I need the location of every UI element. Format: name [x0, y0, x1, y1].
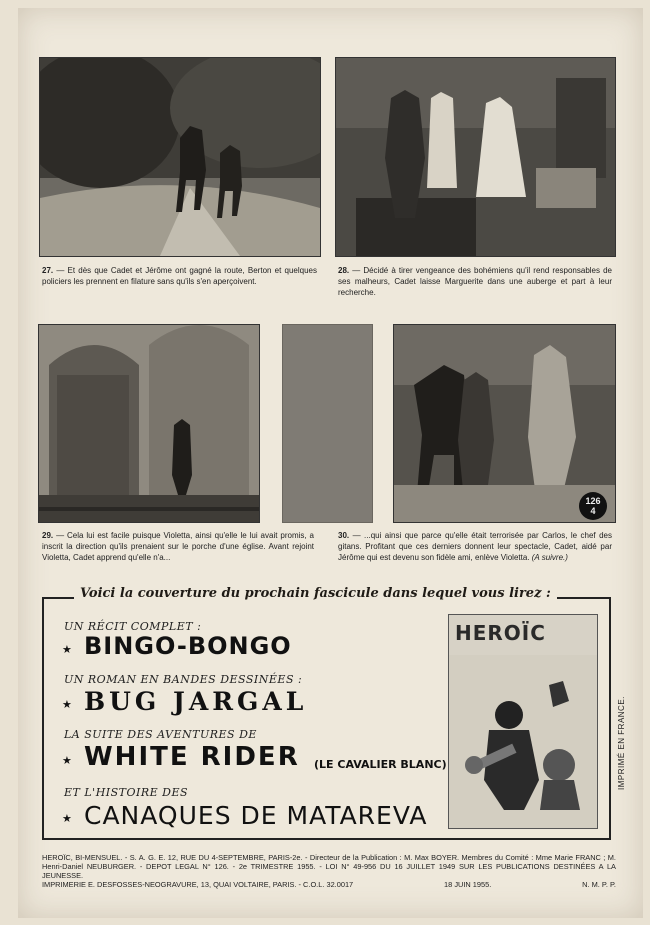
footer-printer: IMPRIMERIE E. DESFOSSES-NEOGRAVURE, 13, QUAI VOLTAIRE, PARIS. - C.O.L. 32.0017 — [42, 880, 354, 889]
panel-30-photo — [393, 324, 616, 523]
next-cover-image — [448, 614, 598, 829]
panel-text: — Cela lui est facile puisque Violetta, ainsi qu'elle le lui avait promis, a inscrit la direction qu'ils prenaient sur le porche d'une église. Avant rejoint Violetta, Cadet apprend qu'elle n'a... — [42, 531, 314, 562]
panel-number: 30. — [338, 531, 350, 540]
panel-27-photo — [39, 57, 321, 257]
panel-28-caption — [338, 265, 612, 298]
footer-legal-line: HEROÏC, BI-MENSUEL. - S. A. G. E. 12, RUE DU 4-SEPTEMBRE, PARIS-2e. - Directeur de la Publication : M. Max BOYER. Membres du Comité : Mme Marie FRANC ; M. Henri-Daniel NEUBURGER. - DEPOT LEGAL N° 126. - 2e TRIMESTRE 1955. - LOI N° 49-956 DU 16 JUILLET 1949 SUR LES PUBLICATIONS DESTINÉES A LA JEUNESSE. — [42, 853, 616, 880]
badge-number: 126 — [585, 496, 601, 506]
panel-number: 28. — [338, 266, 350, 275]
panel-number: 29. — [42, 531, 54, 540]
panel-text: — Et dès que Cadet et Jérôme ont gagné la route, Berton et quelques policiers les prennent en filature sans qu'ils s'en aperçoivent. — [42, 266, 317, 286]
title-bingo-bongo: BINGO-BONGO — [84, 632, 292, 660]
star-bullet-icon: ★ — [62, 699, 72, 711]
cover-illustration — [449, 615, 597, 828]
title-canaques: CANAQUES DE MATAREVA — [84, 801, 428, 830]
intro-comic-novel: UN ROMAN EN BANDES DESSINÉES : — [64, 673, 303, 686]
star-bullet-icon: ★ — [62, 644, 72, 656]
issue-badge — [579, 492, 607, 520]
panel-30-caption — [338, 530, 612, 563]
intro-canaques: ET L'HISTOIRE DES — [64, 786, 189, 799]
printed-in-france: IMPRIMÉ EN FRANCE. — [617, 696, 626, 790]
panel-28-photo — [335, 57, 616, 257]
title-white-rider-subtitle: (LE CAVALIER BLANC) — [314, 758, 447, 771]
badge-page: 4 — [590, 506, 596, 516]
title-bug-jargal: BUG JARGAL — [84, 687, 308, 716]
blank-grey-panel — [282, 324, 373, 523]
publication-footer — [42, 853, 616, 889]
cover-logo: HEROÏC — [455, 621, 546, 645]
panel-29-caption — [42, 530, 314, 563]
panel-text: — Décidé à tirer vengeance des bohémiens qu'il rend responsables de ses malheurs, Cadet laisse Marguerite dans une auberge et part à leur recherche. — [338, 266, 612, 297]
intro-white-rider: LA SUITE DES AVENTURES DE — [64, 728, 257, 741]
intro-complete-story: UN RÉCIT COMPLET : — [64, 620, 202, 633]
panel-text: — ...qui ainsi que parce qu'elle était terrorisée par Carlos, le chef des gitans. Profitant que ces derniers donnent leur spectacle, Cadet, aidé par Jérôme qui est devenu son fidèle ami, enlève Violetta. — [338, 531, 612, 562]
next-issue-heading: Voici la couverture du prochain fascicule dans lequel vous lirez : — [74, 586, 557, 601]
panel-29-photo — [38, 324, 260, 523]
title-white-rider: WHITE RIDER — [84, 742, 300, 772]
panel-27-caption — [42, 265, 317, 287]
footer-date: 18 JUIN 1955. — [444, 880, 492, 889]
star-bullet-icon: ★ — [62, 755, 72, 767]
footer-code: N. M. P. P. — [582, 880, 616, 889]
star-bullet-icon: ★ — [62, 813, 72, 825]
to-be-continued: (A suivre.) — [531, 553, 568, 562]
panel-number: 27. — [42, 266, 54, 275]
